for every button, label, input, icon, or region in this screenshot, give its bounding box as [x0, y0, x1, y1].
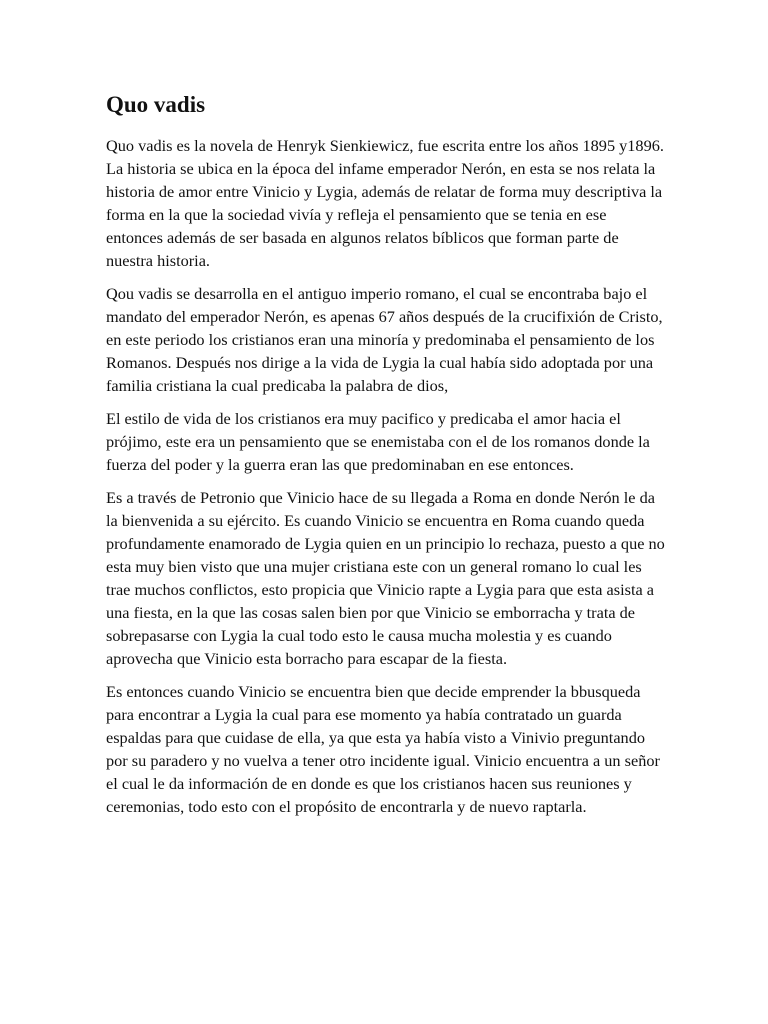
paragraph-1: Quo vadis es la novela de Henryk Sienkiewicz, fue escrita entre los años 1895 y1896. La historia se ubica en la época del infame emperador Nerón, en esta se nos relata la historia de amor entre Vinicio y Lygia, además de relatar de forma muy descriptiva la forma en la que la sociedad vivía y refleja el pensamiento que se tenia en ese entonces además de ser basada en algunos relatos bíblicos que forman parte de nuestra historia.	[106, 136, 664, 270]
paragraph-4: Es a través de Petronio que Vinicio hace de su llegada a Roma en donde Nerón le da la bienvenida a su ejército. Es cuando Vinicio se encuentra en Roma cuando queda profundamente enamorado de Lygia quien en un principio lo rechaza, puesto a que no esta muy bien visto que una mujer cristiana este con un general romano lo cual les trae muchos conflictos, esto propicia que Vinicio rapte a Lygia para que esta asista a una fiesta, en la que las cosas salen bien por que Vinicio se emborracha y trata de sobrepasarse con Lygia la cual todo esto le causa mucha molestia y es cuando aprovecha que Vinicio esta borracho para escapar de la fiesta.	[106, 488, 665, 668]
paragraph-3: El estilo de vida de los cristianos era muy pacifico y predicaba el amor hacia el prójimo, este era un pensamiento que se enemistaba con el de los romanos donde la fuerza del poder y la guerra eran las que predominaban en ese entonces.	[106, 409, 650, 474]
document-title: Quo vadis	[106, 92, 206, 117]
paragraph-2: Qou vadis se desarrolla en el antiguo imperio romano, el cual se encontraba bajo el mandato del emperador Nerón, es apenas 67 años después de la crucifixión de Cristo, en este periodo los cristianos eran una minoría y predominaba el pensamiento de los Romanos. Después nos dirige a la vida de Lygia la cual había sido adoptada por una familia cristiana la cual predicaba la palabra de dios,	[106, 284, 663, 395]
paragraph-5: Es entonces cuando Vinicio se encuentra bien que decide emprender la bbusqueda para encontrar a Lygia la cual para ese momento ya había contratado un guarda espaldas para que cuidase de ella, ya que esta ya había visto a Vinivio preguntando por su paradero y no vuelva a tener otro incidente igual. Vinicio encuentra a un señor el cual le da información de en donde es que los cristianos hacen sus reuniones y ceremonias, todo esto con el propósito de encontrarla y de nuevo raptarla.	[106, 682, 660, 816]
document-body	[106, 90, 666, 828]
